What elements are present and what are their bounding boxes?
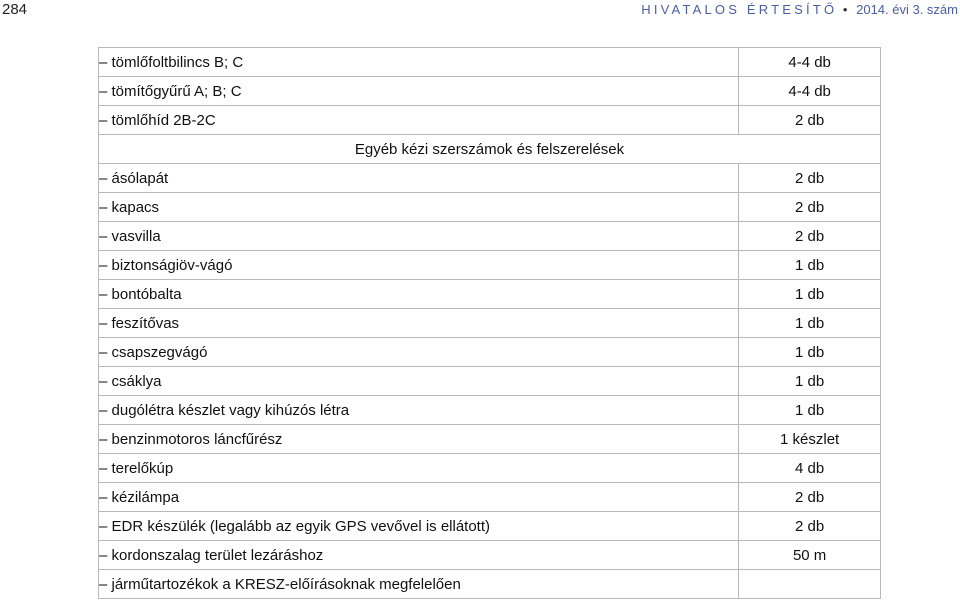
item-name: – csáklya bbox=[99, 367, 739, 396]
item-quantity: 1 db bbox=[739, 251, 881, 280]
item-quantity: 2 db bbox=[739, 193, 881, 222]
journal-heading bbox=[641, 2, 958, 17]
item-quantity: 1 db bbox=[739, 396, 881, 425]
item-name: – kordonszalag terület lezáráshoz bbox=[99, 541, 739, 570]
item-quantity: 2 db bbox=[739, 106, 881, 135]
item-quantity: 2 db bbox=[739, 222, 881, 251]
item-quantity: 4 db bbox=[739, 454, 881, 483]
table-row bbox=[99, 193, 881, 222]
item-name: – tömítőgyűrű A; B; C bbox=[99, 77, 739, 106]
item-name: – dugólétra készlet vagy kihúzós létra bbox=[99, 396, 739, 425]
table-row bbox=[99, 280, 881, 309]
item-quantity: 4-4 db bbox=[739, 77, 881, 106]
section-heading: Egyéb kézi szerszámok és felszerelések bbox=[99, 135, 881, 164]
item-name: – terelőkúp bbox=[99, 454, 739, 483]
table-row bbox=[99, 541, 881, 570]
item-quantity: 1 db bbox=[739, 309, 881, 338]
item-name: – tömlőfoltbilincs B; C bbox=[99, 48, 739, 77]
table-row bbox=[99, 77, 881, 106]
page-header bbox=[0, 0, 960, 22]
issue-label: 2014. évi 3. szám bbox=[856, 2, 958, 17]
table-row bbox=[99, 106, 881, 135]
item-quantity: 2 db bbox=[739, 512, 881, 541]
item-name: – kapacs bbox=[99, 193, 739, 222]
table-row bbox=[99, 222, 881, 251]
item-quantity: 1 db bbox=[739, 280, 881, 309]
table-row bbox=[99, 454, 881, 483]
item-name: – bontóbalta bbox=[99, 280, 739, 309]
table-row bbox=[99, 512, 881, 541]
page-number: 284 bbox=[2, 1, 28, 18]
table-row bbox=[99, 338, 881, 367]
item-name: – ásólapát bbox=[99, 164, 739, 193]
item-quantity: 1 db bbox=[739, 338, 881, 367]
item-name: – EDR készülék (legalább az egyik GPS vevővel is ellátott) bbox=[99, 512, 739, 541]
item-quantity: 2 db bbox=[739, 483, 881, 512]
item-name: – feszítővas bbox=[99, 309, 739, 338]
section-row bbox=[99, 135, 881, 164]
table-row bbox=[99, 251, 881, 280]
table-row bbox=[99, 425, 881, 454]
item-name: – tömlőhíd 2B-2C bbox=[99, 106, 739, 135]
item-name: – biztonságiöv-vágó bbox=[99, 251, 739, 280]
journal-title: HIVATALOS ÉRTESÍTŐ bbox=[641, 2, 838, 17]
item-name: – benzinmotoros láncfűrész bbox=[99, 425, 739, 454]
table-row bbox=[99, 309, 881, 338]
item-name: – vasvilla bbox=[99, 222, 739, 251]
item-quantity: 50 m bbox=[739, 541, 881, 570]
item-quantity: 1 készlet bbox=[739, 425, 881, 454]
table-row bbox=[99, 570, 881, 599]
table-row bbox=[99, 164, 881, 193]
table-row bbox=[99, 483, 881, 512]
item-quantity: 1 db bbox=[739, 367, 881, 396]
item-quantity: 4-4 db bbox=[739, 48, 881, 77]
header-separator: • bbox=[842, 2, 848, 17]
table-row bbox=[99, 367, 881, 396]
table-row bbox=[99, 48, 881, 77]
item-name: – kézilámpa bbox=[99, 483, 739, 512]
equipment-table-body bbox=[99, 48, 881, 599]
item-quantity: 2 db bbox=[739, 164, 881, 193]
item-name: – csapszegvágó bbox=[99, 338, 739, 367]
equipment-table bbox=[98, 47, 881, 599]
table-row bbox=[99, 396, 881, 425]
item-quantity bbox=[739, 570, 881, 599]
item-name: – járműtartozékok a KRESZ-előírásoknak megfelelően bbox=[99, 570, 739, 599]
